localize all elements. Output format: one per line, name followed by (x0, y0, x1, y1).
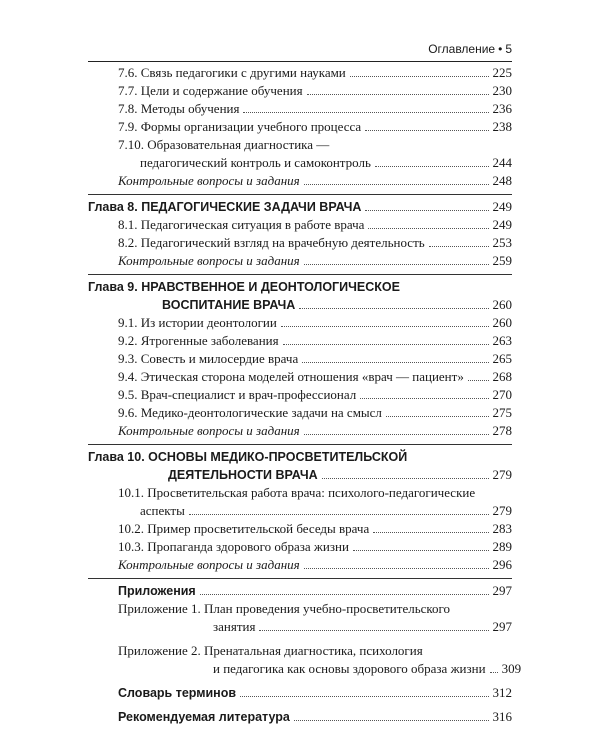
page-ref: 309 (501, 661, 522, 676)
questions-entry[interactable]: Контрольные вопросы и задания 248 (118, 173, 512, 188)
toc-entry[interactable]: 10.3. Пропаганда здорового образа жизни 289 (118, 539, 512, 554)
glossary-entry[interactable]: Словарь терминов 312 (118, 685, 512, 700)
dot-leader (429, 246, 489, 247)
page-ref: 230 (492, 83, 512, 98)
running-head (88, 40, 512, 58)
appendix-entry-continuation[interactable]: и педагогика как основы здорового образа жизни 309 (213, 661, 522, 676)
dot-leader (365, 130, 488, 131)
dot-leader (373, 532, 488, 533)
chapter-10-block (88, 444, 512, 574)
chapter-heading-continuation[interactable]: ВОСПИТАНИЕ ВРАЧА 260 (162, 297, 512, 312)
page-ref: 225 (492, 65, 512, 80)
dot-leader (304, 434, 489, 435)
bullet-separator: • (498, 42, 503, 56)
chapter-7-block (88, 64, 512, 190)
toc-entry[interactable]: 8.1. Педагогическая ситуация в работе врача 249 (118, 217, 512, 232)
table-of-contents (88, 64, 522, 726)
page-ref: 238 (492, 119, 512, 134)
dot-leader (299, 308, 488, 309)
dot-leader (281, 326, 489, 327)
dot-leader (304, 184, 489, 185)
appendix-entry-continuation[interactable]: занятия 297 (213, 619, 512, 634)
page-ref: 268 (492, 369, 512, 384)
dot-leader (365, 210, 488, 211)
page-ref: 249 (492, 217, 512, 232)
chapter-heading[interactable]: Глава 8. ПЕДАГОГИЧЕСКИЕ ЗАДАЧИ ВРАЧА 249 (88, 199, 512, 214)
toc-entry[interactable]: 10.2. Пример просветительской беседы врача 283 (118, 521, 512, 536)
page-ref: 279 (492, 467, 512, 482)
toc-entry[interactable]: 7.9. Формы организации учебного процесса 238 (118, 119, 512, 134)
dot-leader (283, 344, 489, 345)
chapter-heading-first-line[interactable]: Глава 10. ОСНОВЫ МЕДИКО-ПРОСВЕТИТЕЛЬСКОЙ (88, 450, 408, 464)
appendices-block (88, 578, 522, 726)
dot-leader (490, 672, 498, 673)
dot-leader (259, 630, 488, 631)
toc-entry[interactable]: 9.1. Из истории деонтологии 260 (118, 315, 512, 330)
questions-entry[interactable]: Контрольные вопросы и задания 296 (118, 557, 512, 572)
page-ref: 289 (492, 539, 512, 554)
page-ref: 278 (492, 423, 512, 438)
appendix-entry-first-line[interactable]: Приложение 1. План проведения учебно-просветительского (118, 601, 451, 616)
page-ref: 279 (492, 503, 512, 518)
dot-leader (200, 594, 489, 595)
header-rule (88, 61, 512, 62)
dot-leader (360, 398, 488, 399)
page-ref: 263 (492, 333, 512, 348)
page-ref: 253 (492, 235, 512, 250)
section-title: Оглавление (428, 42, 496, 56)
dot-leader (304, 264, 489, 265)
dot-leader (468, 380, 489, 381)
literature-entry[interactable]: Рекомендуемая литература 316 (118, 709, 512, 724)
dot-leader (350, 76, 489, 77)
dot-leader (302, 362, 488, 363)
toc-entry[interactable]: 9.4. Этическая сторона моделей отношения «врач — пациент» 268 (118, 369, 512, 384)
page-ref: 259 (492, 253, 512, 268)
appendix-entry-first-line[interactable]: Приложение 2. Пренатальная диагностика, психология (118, 643, 423, 658)
toc-entry[interactable]: 9.2. Ятрогенные заболевания 263 (118, 333, 512, 348)
appendices-heading[interactable]: Приложения 297 (118, 583, 512, 598)
toc-entry[interactable]: 8.2. Педагогический взгляд на врачебную деятельность 253 (118, 235, 512, 250)
page-ref: 283 (492, 521, 512, 536)
page-ref: 236 (492, 101, 512, 116)
page-ref: 297 (492, 619, 512, 634)
page-ref: 244 (492, 155, 512, 170)
chapter-heading-continuation[interactable]: ДЕЯТЕЛЬНОСТИ ВРАЧА 279 (168, 467, 512, 482)
dot-leader (386, 416, 489, 417)
dot-leader (304, 568, 489, 569)
page-ref: 297 (492, 583, 512, 598)
toc-entry[interactable]: 9.6. Медико-деонтологические задачи на смысл 275 (118, 405, 512, 420)
page-number: 5 (505, 42, 512, 56)
page-ref: 275 (492, 405, 512, 420)
dot-leader (353, 550, 489, 551)
running-head-text (428, 42, 512, 56)
dot-leader (243, 112, 488, 113)
toc-entry[interactable]: 9.5. Врач-специалист и врач-профессионал 270 (118, 387, 512, 402)
toc-entry[interactable]: 7.6. Связь педагогики с другими науками 225 (118, 65, 512, 80)
toc-entry[interactable]: 7.7. Цели и содержание обучения 230 (118, 83, 512, 98)
page-ref: 260 (492, 297, 512, 312)
page-ref: 316 (492, 709, 512, 724)
page-ref: 248 (492, 173, 512, 188)
page-ref: 265 (492, 351, 512, 366)
page-ref: 312 (492, 685, 512, 700)
toc-entry-continuation[interactable]: педагогический контроль и самоконтроль 244 (140, 155, 512, 170)
toc-entry[interactable]: 7.8. Методы обучения 236 (118, 101, 512, 116)
dot-leader (307, 94, 489, 95)
toc-entry-first-line[interactable]: 10.1. Просветительская работа врача: психолого-педагогические (118, 485, 476, 500)
chapter-heading-first-line[interactable]: Глава 9. НРАВСТВЕННОЕ И ДЕОНТОЛОГИЧЕСКОЕ (88, 280, 400, 294)
dot-leader (375, 166, 489, 167)
toc-entry[interactable]: 9.3. Совесть и милосердие врача 265 (118, 351, 512, 366)
toc-entry-continuation[interactable]: аспекты 279 (140, 503, 512, 518)
page-ref: 296 (492, 557, 512, 572)
chapter-9-block (88, 274, 512, 440)
dot-leader (189, 514, 489, 515)
questions-entry[interactable]: Контрольные вопросы и задания 259 (118, 253, 512, 268)
page-ref: 260 (492, 315, 512, 330)
dot-leader (294, 720, 489, 721)
dot-leader (240, 696, 488, 697)
chapter-8-block (88, 194, 512, 270)
toc-entry-first-line[interactable]: 7.10. Образовательная диагностика — (118, 137, 330, 152)
page-ref: 270 (492, 387, 512, 402)
dot-leader (322, 478, 489, 479)
questions-entry[interactable]: Контрольные вопросы и задания 278 (118, 423, 512, 438)
page-ref: 249 (492, 199, 512, 214)
dot-leader (368, 228, 488, 229)
